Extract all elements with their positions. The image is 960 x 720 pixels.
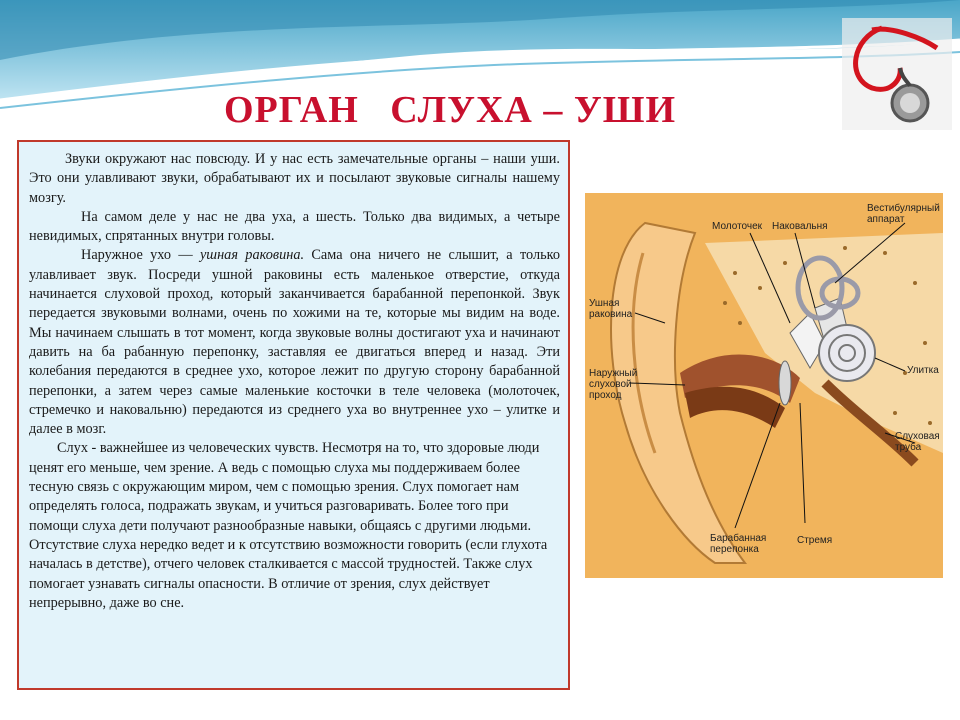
label-tube: Слуховая труба xyxy=(895,431,940,453)
label-malleus: Молоточек xyxy=(712,221,763,232)
label-cochlea: Улитка xyxy=(907,365,939,376)
label-eardrum: Барабанная перепонка xyxy=(710,533,767,555)
label-vestibular: Вестибулярный аппарат xyxy=(867,203,940,225)
label-incus: Наковальня xyxy=(772,221,828,232)
label-canal: Наружный слуховой проход xyxy=(589,368,638,401)
ear-anatomy-drawing xyxy=(585,193,943,578)
paragraph-2: На самом деле у нас не два уха, а шесть. Только два видимых, а четыре невидимых, спрятанных внутри головы. xyxy=(29,208,560,245)
paragraph-4: Слух - важнейшее из человеческих чувств. Несмотря на то, что здоровые люди ценят его меньше, чем зрение. А ведь с помощью слуха мы поддерживаем более тесную связь с окружающим миром, чем с помощью зрения. Слух помогает нам определять голоса, подражать звукам, и учиться разговаривать. Более того при помощи слуха дети получают разнообразные навыки, общаясь с другими людьми. Отсутствие слуха нередко ведет и к отсутствию возможности говорить (если глухота началась в детстве), отчего человек сталкивается с массой трудностей. Также слух помогает узнавать сигналы опасности. В отличие от зрения, слух действует непрерывно, даже во сне. xyxy=(29,440,548,611)
text-content-box xyxy=(17,140,570,690)
paragraph-3-italic: ушная раковина. xyxy=(199,247,305,264)
paragraph-3-rest: Сама она ничего не слышит, а только улавливает звук. Посреди ушной раковины есть маленькое отверстие, откуда начинается слуховой проход, который заканчивается барабанной перепонкой. Звук передается звуковыми волнами, очень по хожими на те, которые мы видим на воде. Мы начинаем слышать в тот момент, когда звуковые волны достигают уха и начинают давить на ба рабанную перепонку, заставляя ее двигаться вперед и назад. Эти колебания передаются в среднее ухо, которое лежит по другую сторону барабанной перепонки, а затем через самые маленькие косточки в теле человека (молоточек, стремечко и наковальню) передаются из среднего уха во внутреннее ухо – улитке и далее в мозг. xyxy=(29,247,560,438)
ear-anatomy-figure xyxy=(585,193,943,578)
slide-title: ОРГАН СЛУХА – УШИ xyxy=(223,89,677,131)
paragraph-3 xyxy=(29,246,560,439)
label-stapes: Стремя xyxy=(797,535,833,546)
label-auricle: Ушная раковина xyxy=(589,298,633,320)
paragraph-3-start: Наружное ухо — xyxy=(81,247,200,264)
paragraph-1: Звуки окружают нас повсюду. И у нас есть замечательные органы – наши уши. Это они улавливают звуки, обрабатывают их и посылают звуковые сигналы нашему мозгу. xyxy=(29,151,560,206)
